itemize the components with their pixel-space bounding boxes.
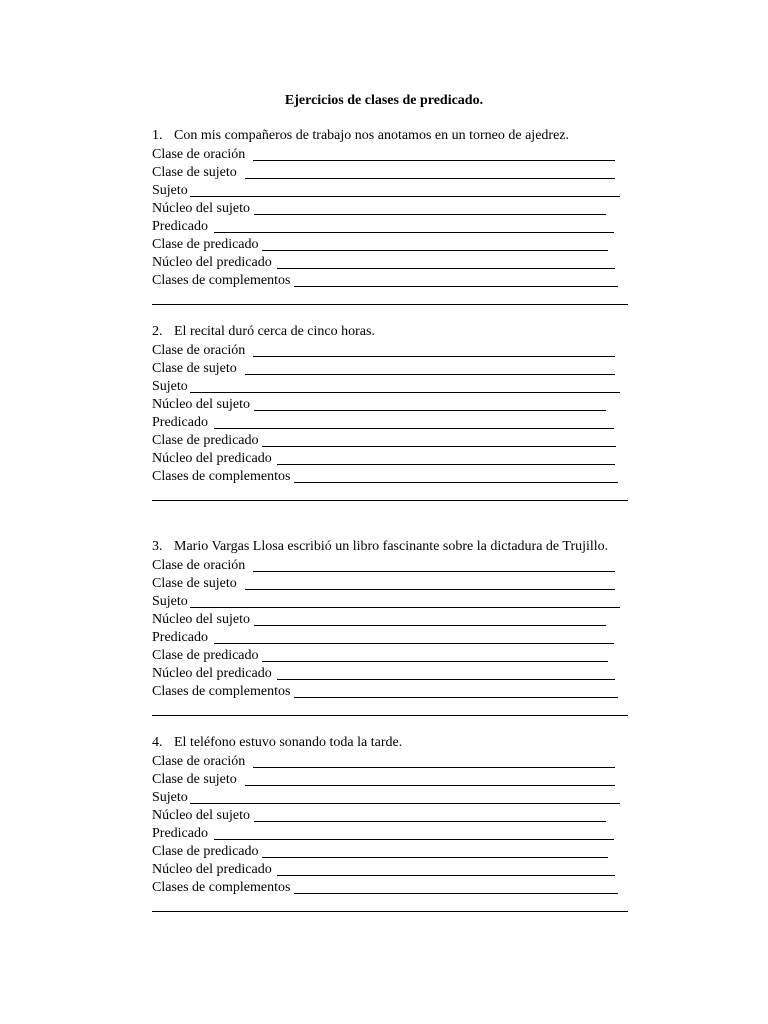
field-label: Clase de predicado — [152, 433, 259, 448]
field-label: Núcleo del predicado — [152, 666, 272, 681]
answer-line[interactable] — [214, 630, 614, 644]
exercise-4 — [152, 734, 632, 914]
answer-row-clases-complementos — [152, 682, 632, 700]
field-label: Predicado — [152, 826, 208, 841]
answer-line[interactable] — [294, 469, 618, 483]
answer-row-sujeto — [152, 377, 632, 395]
field-label: Sujeto — [152, 790, 188, 805]
field-label: Clases de complementos — [152, 469, 291, 484]
answer-line[interactable] — [254, 201, 606, 215]
exercise-number: 1. — [152, 128, 163, 143]
answer-row-nucleo-sujeto — [152, 610, 632, 628]
answer-row-continuation — [152, 896, 632, 914]
field-label: Clase de predicado — [152, 648, 259, 663]
answer-row-nucleo-sujeto — [152, 395, 632, 413]
answer-line[interactable] — [245, 772, 615, 786]
answer-line[interactable] — [152, 715, 628, 716]
field-label: Clase de oración — [152, 147, 246, 162]
answer-row-sujeto — [152, 788, 632, 806]
field-label: Núcleo del sujeto — [152, 612, 250, 627]
answer-row-nucleo-sujeto — [152, 806, 632, 824]
exercise-sentence — [152, 734, 632, 752]
answer-row-clase-predicado — [152, 842, 632, 860]
answer-row-clase-sujeto — [152, 359, 632, 377]
answer-row-continuation — [152, 485, 632, 503]
field-label: Núcleo del predicado — [152, 451, 272, 466]
answer-line[interactable] — [294, 684, 618, 698]
answer-row-clase-oracion — [152, 145, 632, 163]
page-title: Ejercicios de clases de predicado. — [284, 93, 484, 108]
answer-row-clases-complementos — [152, 467, 632, 485]
answer-line[interactable] — [152, 500, 628, 501]
answer-row-nucleo-predicado — [152, 449, 632, 467]
answer-row-clases-complementos — [152, 271, 632, 289]
answer-line[interactable] — [245, 576, 615, 590]
answer-row-clases-complementos — [152, 878, 632, 896]
answer-row-continuation — [152, 289, 632, 307]
answer-line[interactable] — [254, 397, 606, 411]
answer-line[interactable] — [262, 237, 608, 251]
field-label: Predicado — [152, 415, 208, 430]
answer-row-sujeto — [152, 181, 632, 199]
answer-row-clase-sujeto — [152, 770, 632, 788]
field-label: Clase de oración — [152, 754, 246, 769]
answer-line[interactable] — [254, 808, 606, 822]
field-label: Núcleo del sujeto — [152, 808, 250, 823]
exercise-sentence-text: El recital duró cerca de cinco horas. — [174, 324, 375, 339]
field-label: Clase de predicado — [152, 237, 259, 252]
answer-line[interactable] — [245, 361, 615, 375]
field-label: Núcleo del sujeto — [152, 201, 250, 216]
field-label: Clase de sujeto — [152, 772, 237, 787]
answer-line[interactable] — [254, 612, 606, 626]
answer-line[interactable] — [190, 594, 620, 608]
exercise-3 — [152, 538, 632, 718]
answer-line[interactable] — [190, 183, 620, 197]
answer-line[interactable] — [277, 255, 615, 269]
field-label: Clase de oración — [152, 343, 246, 358]
exercise-number: 4. — [152, 735, 163, 750]
answer-line[interactable] — [294, 273, 618, 287]
field-label: Clase de predicado — [152, 844, 259, 859]
answer-row-nucleo-predicado — [152, 664, 632, 682]
field-label: Sujeto — [152, 379, 188, 394]
answer-row-continuation — [152, 700, 632, 718]
answer-row-clase-predicado — [152, 646, 632, 664]
field-label: Sujeto — [152, 183, 188, 198]
answer-line[interactable] — [152, 304, 628, 305]
answer-line[interactable] — [152, 911, 628, 912]
exercise-sentence-text: Mario Vargas Llosa escribió un libro fascinante sobre la dictadura de Trujillo. — [174, 539, 609, 554]
answer-line[interactable] — [253, 147, 615, 161]
answer-line[interactable] — [262, 844, 608, 858]
answer-row-predicado — [152, 413, 632, 431]
field-label: Clase de oración — [152, 558, 246, 573]
answer-row-clase-oracion — [152, 556, 632, 574]
answer-row-nucleo-predicado — [152, 860, 632, 878]
answer-line[interactable] — [262, 648, 608, 662]
field-label: Clase de sujeto — [152, 361, 237, 376]
exercise-number: 2. — [152, 324, 163, 339]
field-label: Clase de sujeto — [152, 165, 237, 180]
exercise-2 — [152, 323, 632, 503]
field-label: Predicado — [152, 630, 208, 645]
field-label: Núcleo del predicado — [152, 255, 272, 270]
exercise-sentence — [152, 127, 632, 145]
field-label: Clases de complementos — [152, 273, 291, 288]
exercise-sentence-text: El teléfono estuvo sonando toda la tarde. — [174, 735, 403, 750]
answer-line[interactable] — [190, 790, 620, 804]
answer-row-predicado — [152, 824, 632, 842]
answer-line[interactable] — [245, 165, 615, 179]
answer-line[interactable] — [294, 880, 618, 894]
answer-line[interactable] — [190, 379, 620, 393]
field-label: Núcleo del predicado — [152, 862, 272, 877]
field-label: Sujeto — [152, 594, 188, 609]
answer-line[interactable] — [214, 826, 614, 840]
answer-row-clase-predicado — [152, 431, 632, 449]
field-label: Predicado — [152, 219, 208, 234]
exercise-number: 3. — [152, 539, 163, 554]
answer-row-predicado — [152, 628, 632, 646]
answer-row-predicado — [152, 217, 632, 235]
answer-line[interactable] — [253, 558, 615, 572]
exercise-sentence-text: Con mis compañeros de trabajo nos anotamos en un torneo de ajedrez. — [174, 128, 569, 143]
answer-row-clase-oracion — [152, 341, 632, 359]
answer-row-sujeto — [152, 592, 632, 610]
answer-row-nucleo-sujeto — [152, 199, 632, 217]
answer-line[interactable] — [214, 415, 614, 429]
field-label: Clases de complementos — [152, 684, 291, 699]
answer-row-clase-sujeto — [152, 163, 632, 181]
field-label: Clases de complementos — [152, 880, 291, 895]
answer-row-clase-sujeto — [152, 574, 632, 592]
answer-line[interactable] — [277, 862, 615, 876]
answer-row-clase-oracion — [152, 752, 632, 770]
exercise-1 — [152, 127, 632, 307]
answer-row-nucleo-predicado — [152, 253, 632, 271]
answer-line[interactable] — [277, 666, 615, 680]
answer-line[interactable] — [253, 754, 615, 768]
exercise-sentence — [152, 538, 632, 556]
answer-line[interactable] — [262, 433, 616, 447]
answer-line[interactable] — [214, 219, 614, 233]
field-label: Clase de sujeto — [152, 576, 237, 591]
answer-line[interactable] — [277, 451, 615, 465]
answer-line[interactable] — [253, 343, 615, 357]
answer-row-clase-predicado — [152, 235, 632, 253]
exercise-sentence — [152, 323, 632, 341]
field-label: Núcleo del sujeto — [152, 397, 250, 412]
